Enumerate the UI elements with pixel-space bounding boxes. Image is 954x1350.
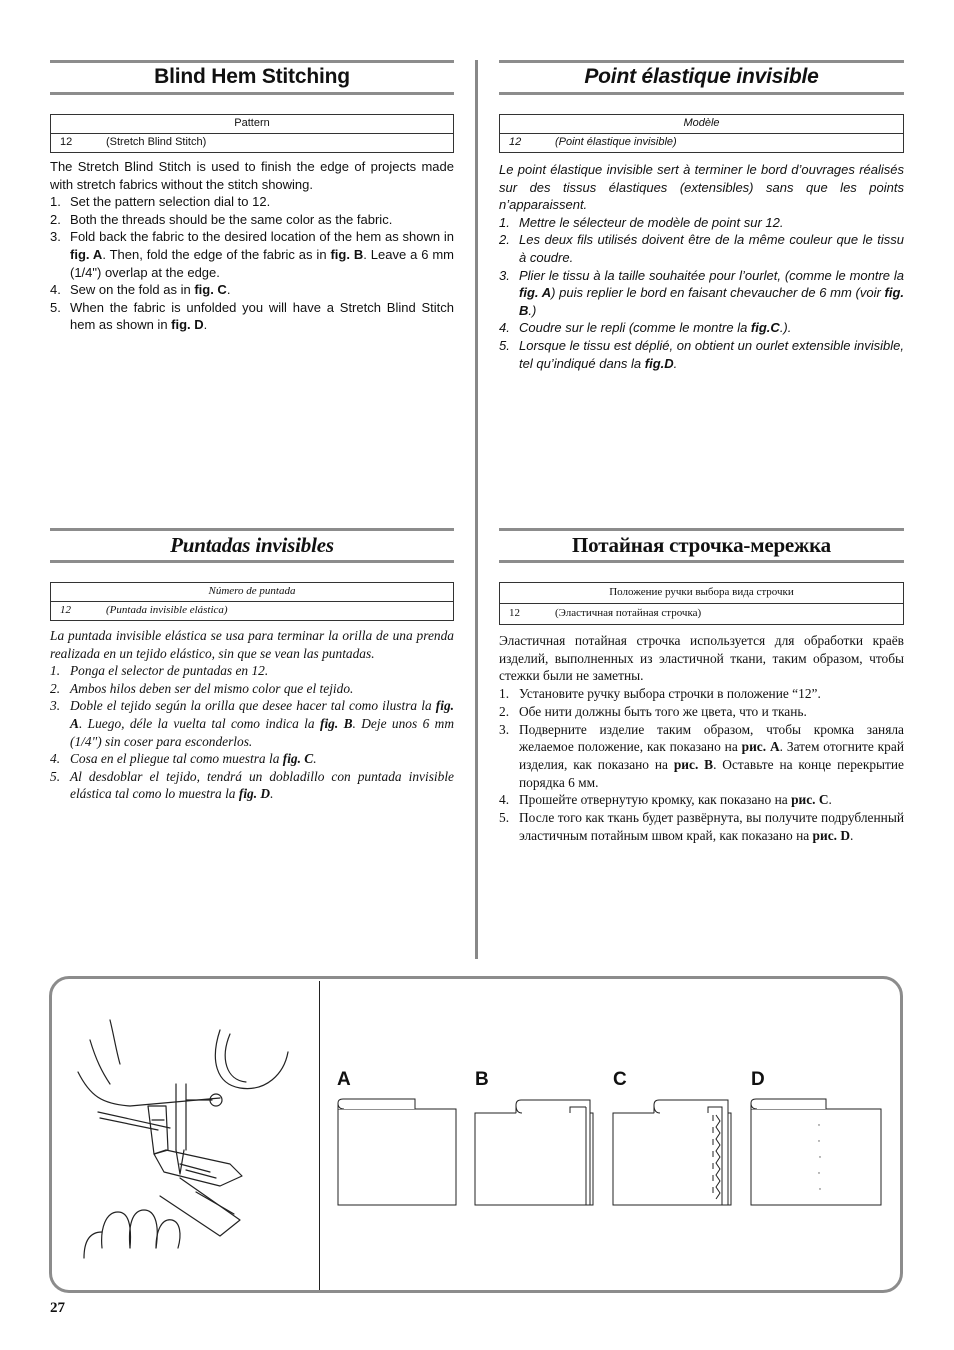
pattern-name: (Point élastique invisible) — [555, 136, 677, 148]
steps-list — [499, 685, 904, 844]
sewing-machine-foot-illustration — [70, 1000, 310, 1270]
steps-list — [50, 662, 454, 803]
figure-panel-divider — [319, 981, 320, 1290]
step-item: 5. When the fabric is unfolded you will have a Stretch Blind Stitch hem as shown in fig. D. — [50, 299, 454, 333]
pattern-table-header: Положение ручки выбора вида строчки — [500, 583, 903, 604]
step-item: 1. Установите ручку выбора строчки в положение “12”. — [499, 686, 821, 702]
figure-label-d: D — [751, 1069, 765, 1090]
pattern-name: (Эластичная потайная строчка) — [555, 607, 702, 619]
pattern-table-header: Pattern — [51, 115, 453, 134]
instructions-en — [50, 158, 454, 334]
instructions-ru — [499, 632, 904, 844]
section-title-fr: Point élastique invisible — [499, 60, 904, 95]
pattern-name: (Puntada invisible elástica) — [106, 604, 228, 616]
figure-a-fabric — [335, 1095, 461, 1211]
step-item: 3. Plier le tissu à la taille souhaitée pour l’ourlet, (comme le montre la fig. A) puis replier le bord en faisant chevaucher de 6 mm (voir fig. B.) — [499, 267, 904, 318]
step-item: 3. Doble el tejido según la orilla que desee hacer tal como ilustra la fig. A. Luego, déle la vuelta tal como indica la fig. B. Deje unos 6 mm (1/4") sin coser para esconderlos. — [50, 698, 455, 749]
pattern-number: 12 — [509, 607, 520, 619]
step-item: 1. Set the pattern selection dial to 12. — [50, 194, 271, 210]
center-divider — [475, 60, 478, 959]
step-item: 5. Lorsque le tissu est déplié, on obtient un ourlet extensible invisible, tel qu’indiqué dans la fig.D. — [499, 337, 904, 371]
pattern-table-row — [500, 134, 903, 152]
pattern-table-fr — [499, 114, 904, 153]
figure-label-b: B — [475, 1069, 489, 1090]
step-item: 5. После того как ткань будет развёрнута, вы получите подрубленный эластичным потайным швом край, как показано на рис. D. — [499, 810, 904, 843]
step-item: 4. Cosa en el pliegue tal como muestra la fig. C. — [50, 751, 317, 767]
pattern-table-ru — [499, 582, 904, 625]
intro-paragraph: Эластичная потайная строчка используется для обработки краёв изделий, выполненных из эластичной ткани, таким образом, чтобы стежки были не заметны. — [499, 633, 904, 684]
steps-list — [499, 214, 904, 372]
pattern-table-row — [51, 134, 453, 152]
step-item: 4. Coudre sur le repli (comme le montre la fig.C.). — [499, 320, 792, 336]
section-title-es: Puntadas invisibles — [50, 528, 454, 563]
step-item: 4. Прошейте отвернутую кромку, как показано на рис. C. — [499, 792, 832, 808]
intro-paragraph: La puntada invisible elástica se usa para terminar la orilla de una prenda realizada en un tejido elástico, sin que se vean las puntadas. — [50, 628, 454, 661]
step-item: 2. Les deux fils utilisés doivent être de la même couleur que le tissu à coudre. — [499, 232, 904, 265]
pattern-number: 12 — [60, 136, 73, 148]
pattern-table-row — [51, 602, 453, 620]
pattern-table-en — [50, 114, 454, 153]
section-es — [50, 528, 454, 803]
instructions-fr — [499, 161, 904, 372]
step-item: 3. Подверните изделие таким образом, чтобы кромка заняла желаемое положение, как показано на рис. A. Затем отогните край изделия, как показано на рис. B. Оставьте на конце перекрытие порядка 6 мм. — [499, 721, 904, 790]
section-en — [50, 60, 454, 334]
step-item: 2. Ambos hilos deben ser del mismo color que el tejido. — [50, 680, 354, 696]
pattern-table-row — [500, 604, 903, 624]
step-item: 1. Mettre le sélecteur de modèle de point sur 12. — [499, 214, 784, 230]
section-ru — [499, 528, 904, 844]
intro-paragraph: The Stretch Blind Stitch is used to finish the edge of projects made with stretch fabrics without the stitch showing. — [50, 159, 454, 192]
figure-label-c: C — [613, 1069, 627, 1090]
pattern-table-header: Modèle — [500, 115, 903, 134]
pattern-table-es — [50, 582, 454, 621]
figure-d-fabric — [748, 1095, 884, 1211]
figure-b-fabric — [472, 1095, 598, 1211]
step-item: 4. Sew on the fold as in fig. C. — [50, 282, 231, 298]
pattern-number: 12 — [509, 136, 522, 148]
section-title-ru: Потайная строчка-мережка — [499, 528, 904, 563]
step-item: 1. Ponga el selector de puntadas en 12. — [50, 663, 269, 679]
step-item: 5. Al desdoblar el tejido, tendrá un dobladillo con puntada invisible elástica tal como lo muestra la fig. D. — [50, 768, 454, 802]
steps-list — [50, 193, 454, 334]
step-item: 2. Both the threads should be the same color as the fabric. — [50, 211, 393, 227]
step-item: 2. Обе нити должны быть того же цвета, что и ткань. — [499, 703, 807, 719]
section-fr — [499, 60, 904, 372]
section-title-en: Blind Hem Stitching — [50, 60, 454, 95]
pattern-table-header: Número de puntada — [51, 583, 453, 602]
page-number: 27 — [50, 1300, 65, 1316]
figure-c-fabric — [610, 1095, 736, 1211]
pattern-name: (Stretch Blind Stitch) — [106, 136, 207, 148]
intro-paragraph: Le point élastique invisible sert à terminer le bord d’ouvrages réalisés sur des tissus élastiques (extensibles) sans que les points n’apparaissent. — [499, 162, 904, 213]
step-item: 3. Fold back the fabric to the desired location of the hem as shown in fig. A. Then, fold the edge of the fabric as in fig. B. Leave a 6 mm (1/4") overlap at the edge. — [50, 229, 455, 280]
figure-label-a: A — [337, 1069, 351, 1090]
instructions-es — [50, 627, 454, 803]
pattern-number: 12 — [60, 604, 71, 616]
